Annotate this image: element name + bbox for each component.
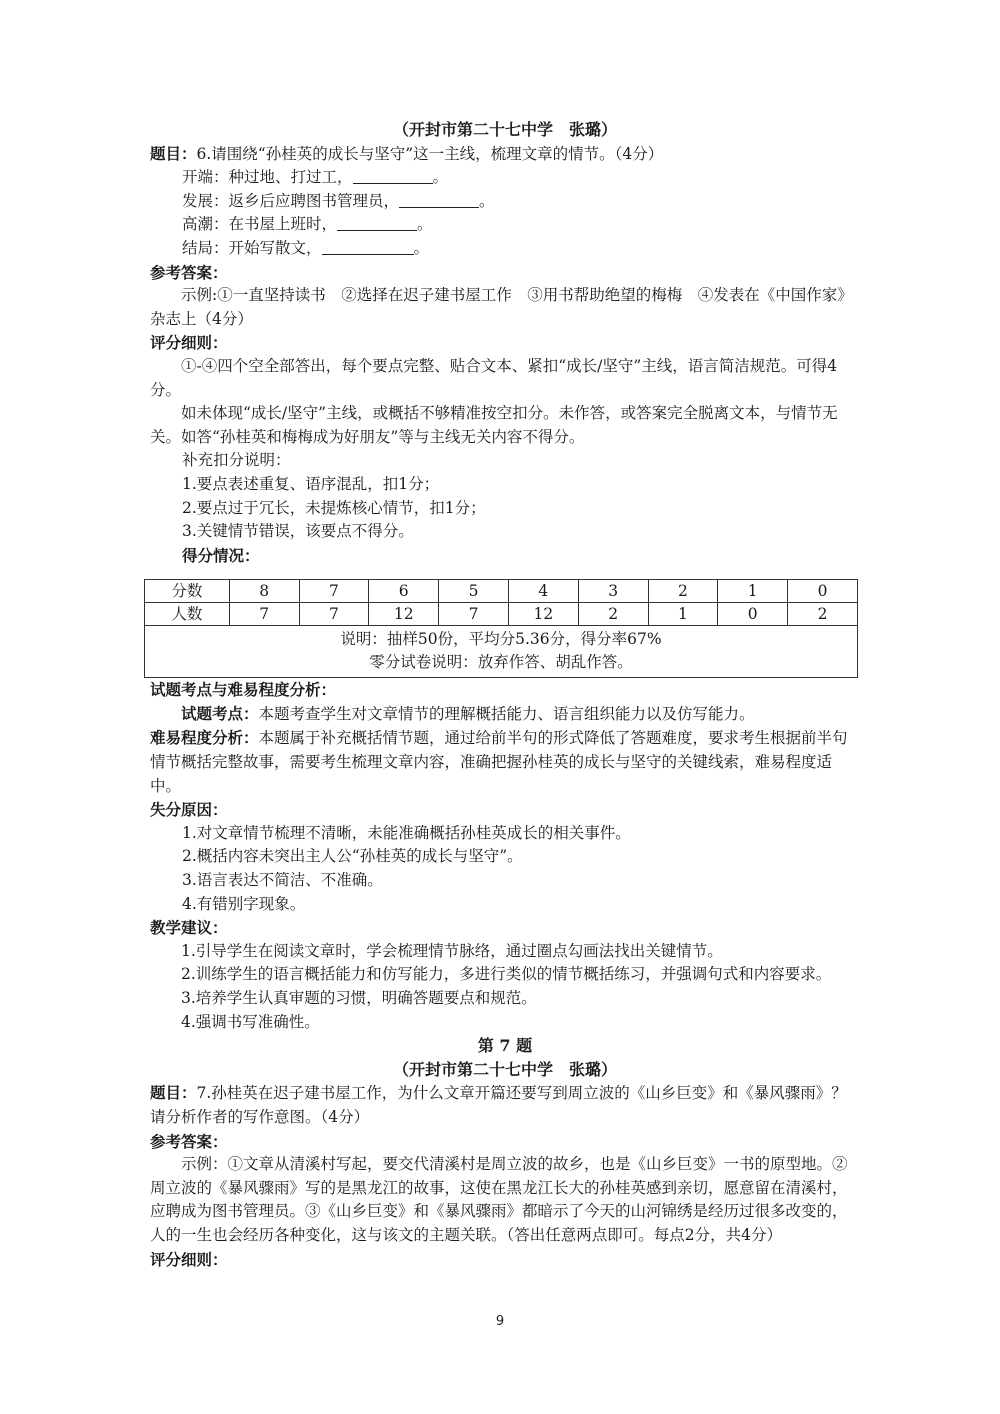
table-cell: 7 — [229, 603, 299, 626]
q7-answer-label: 参考答案： — [150, 1131, 228, 1151]
table-cell: 12 — [369, 603, 439, 626]
table-cell: 12 — [508, 603, 578, 626]
page-number: 9 — [495, 1314, 505, 1329]
q6-point-text: 本题考查学生对文章情节的理解概括能力、语言组织能力以及仿写能力。 — [258, 704, 755, 723]
q6-rubric-paragraph: 如未体现“成长/坚守”主线，或概括不够精准按空扣分。未作答，或答案完全脱离文本，与情节无关。如答“孙桂英和梅梅成为好朋友”等与主线无关内容不得分。 — [150, 404, 838, 446]
plot-text: 返乡后应聘图书管理员， — [228, 191, 400, 210]
q6-advice-item: 2.训练学生的语言概括能力和仿写能力，多进行类似的情节概括练习，并强调句式和内容要求。 — [181, 965, 832, 984]
q6-loss-item: 4.有错别字现象。 — [182, 894, 306, 913]
page-content — [150, 118, 860, 1271]
fill-blank — [337, 214, 417, 231]
plot-label: 高潮： — [182, 215, 229, 234]
q6-deduction-item: 2.要点过于冗长，未提炼核心情节，扣1分； — [182, 498, 486, 517]
table-header-count: 人数 — [145, 603, 230, 626]
table-cell: 2 — [788, 603, 858, 626]
plot-end: 。 — [432, 168, 449, 187]
plot-item-ending — [150, 237, 860, 261]
q6-point — [150, 702, 860, 727]
table-cell: 4 — [508, 580, 578, 603]
q6-advice-item: 3.培养学生认真审题的习惯，明确答题要点和规范。 — [181, 989, 537, 1007]
q7-title — [150, 1081, 860, 1129]
q6-difficulty-text: 本题属于补充概括情节题，通过给前半句的形式降低了答题难度，要求考生根据前半句情节概括完整故事，需要考生梳理文章内容，准确把握孙桂英的成长与坚守的关键线索，难易程度适中。 — [150, 729, 848, 795]
q6-rubric-label: 评分细则： — [150, 333, 228, 353]
plot-item-beginning — [150, 166, 860, 190]
q6-plot-list — [150, 166, 860, 260]
q6-analysis-label: 试题考点与难易程度分析： — [150, 680, 337, 700]
q6-title — [150, 142, 860, 167]
q6-difficulty — [150, 726, 860, 798]
q6-advice-item: 4.强调书写准确性。 — [181, 1012, 320, 1031]
table-row-scores — [145, 580, 858, 603]
q6-deduction-title: 补充扣分说明： — [182, 451, 291, 470]
table-cell: 2 — [648, 580, 718, 603]
table-note-line: 说明：抽样50份，平均分5.36分，得分率67% — [340, 630, 662, 649]
q6-deduction-item: 3.关键情节错误，该要点不得分。 — [182, 522, 414, 541]
table-cell: 7 — [299, 603, 369, 626]
q7-answer-text: 示例：①文章从清溪村写起，要交代清溪村是周立波的故乡，也是《山乡巨变》一书的原型地。②周立波的《暴风骤雨》写的是黑龙江的故事，这使在黑龙江长大的孙桂英感到亲切，愿意留在清溪村，应聘成为图书管理员。③《山乡巨变》和《暴风骤雨》都暗示了今天的山河锦绣是经历过很多改变的，人的一生也会经历各种变化，这与该文的主题关联。（答出任意两点即可。每点2分，共4分） — [150, 1155, 848, 1244]
table-cell: 3 — [578, 580, 648, 603]
q7-heading: 第 7 题 — [477, 1036, 533, 1056]
q6-title-text: 6.请围绕“孙桂英的成长与坚守”这一主线，梳理文章的情节。（4分） — [196, 144, 664, 163]
table-row-counts — [145, 603, 858, 626]
plot-end: 。 — [479, 191, 495, 210]
table-note-cell — [145, 626, 858, 678]
plot-label: 发展： — [182, 191, 229, 210]
q6-loss-label: 失分原因： — [150, 800, 228, 820]
table-cell: 7 — [299, 580, 369, 603]
q6-answer-text: 示例:①一直坚持读书 ②选择在迟子建书屋工作 ③用书帮助绝望的梅梅 ④发表在《中国作家》杂志上（4分） — [150, 286, 853, 328]
table-row-note — [145, 626, 858, 678]
plot-end: 。 — [417, 215, 433, 234]
q6-loss-item: 2.概括内容未突出主人公“孙桂英的成长与坚守”。 — [182, 847, 523, 866]
table-cell: 8 — [229, 580, 299, 603]
q6-author-line: （开封市第二十七中学 张璐） — [392, 120, 617, 139]
q7-author-line: （开封市第二十七中学 张璐） — [392, 1059, 617, 1079]
q6-score-label: 得分情况： — [182, 545, 260, 565]
q6-deduction-item: 1.要点表述重复、语序混乱，扣1分； — [182, 474, 440, 493]
plot-label: 结局： — [182, 238, 229, 257]
plot-text: 种过地、打过工， — [228, 168, 353, 187]
table-note-line: 零分试卷说明：放弃作答、胡乱作答。 — [369, 653, 633, 672]
table-cell: 5 — [439, 580, 509, 603]
q6-advice-item: 1.引导学生在阅读文章时，学会梳理情节脉络，通过圈点勾画法找出关键情节。 — [181, 941, 723, 960]
fill-blank — [322, 238, 414, 255]
table-cell: 1 — [648, 603, 718, 626]
q6-point-label: 试题考点： — [181, 703, 259, 723]
plot-text: 开始写散文， — [228, 238, 322, 257]
q7-rubric-label: 评分细则： — [150, 1249, 228, 1269]
fill-blank — [399, 191, 479, 208]
q6-answer-label: 参考答案： — [150, 262, 228, 282]
table-cell: 7 — [439, 603, 509, 626]
score-distribution-table — [144, 579, 858, 678]
plot-item-development — [150, 190, 860, 214]
q6-title-label: 题目： — [150, 143, 197, 163]
q6-rubric-paragraph: ①-④四个空全部答出，每个要点完整、贴合文本、紧扣“成长/坚守”主线，语言简洁规范。可得4分。 — [150, 356, 838, 399]
q7-title-label: 题目： — [150, 1083, 197, 1103]
fill-blank — [353, 167, 433, 184]
table-cell: 6 — [369, 580, 439, 603]
table-cell: 1 — [718, 580, 788, 603]
table-cell: 0 — [718, 603, 788, 626]
table-cell: 0 — [788, 580, 858, 603]
q6-loss-item: 3.语言表达不简洁、不准确。 — [182, 871, 383, 890]
q6-difficulty-label: 难易程度分析： — [150, 728, 259, 748]
plot-text: 在书屋上班时， — [228, 215, 338, 234]
plot-item-climax — [150, 213, 860, 237]
plot-end: 。 — [413, 238, 430, 257]
plot-label: 开端： — [182, 168, 229, 187]
q6-loss-item: 1.对文章情节梳理不清晰，未能准确概括孙桂英成长的相关事件。 — [182, 823, 631, 842]
q6-advice-label: 教学建议： — [150, 918, 228, 938]
table-header-score: 分数 — [145, 580, 230, 603]
table-cell: 2 — [578, 603, 648, 626]
q7-title-text: 7.孙桂英在迟子建书屋工作，为什么文章开篇还要写到周立波的《山乡巨变》和《暴风骤雨》？请分析作者的写作意图。（4分） — [150, 1084, 847, 1126]
